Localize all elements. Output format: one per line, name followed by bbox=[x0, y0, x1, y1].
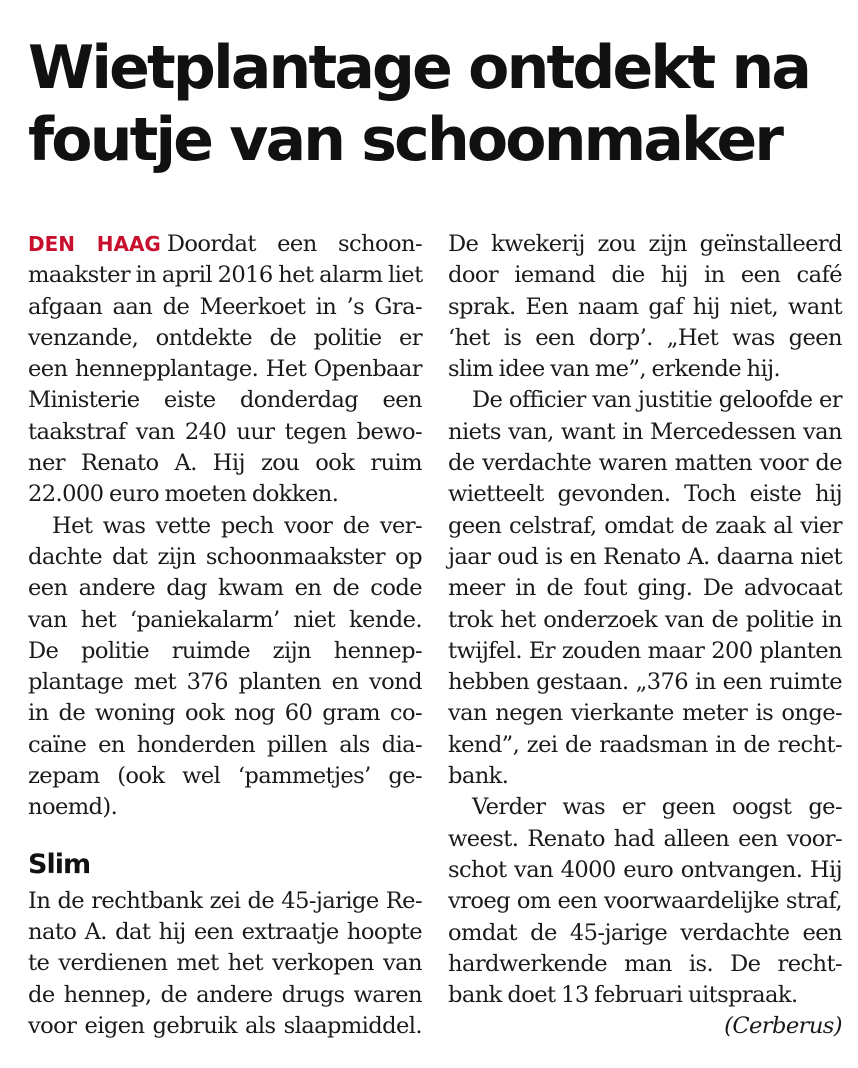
article-column-left bbox=[28, 229, 422, 1042]
text-line: jaar oud is en Renato A. daarna niet bbox=[448, 543, 842, 570]
text-line: dachte dat zijn schoonmaakster op bbox=[28, 543, 422, 570]
paragraph-4 bbox=[448, 229, 842, 385]
text-line: weest. Renato had alleen een voor- bbox=[448, 825, 842, 852]
text-line: een andere dag kwam en de code bbox=[28, 575, 422, 602]
text-line: voor eigen gebruik als slaapmiddel. bbox=[28, 1012, 422, 1039]
byline: (Cerberus) bbox=[724, 1013, 842, 1040]
text-line: bank. bbox=[448, 763, 509, 790]
text-line: maakster in april 2016 het alarm liet bbox=[28, 262, 423, 289]
text-line: ner Renato A. Hij zou ook ruim bbox=[28, 450, 422, 477]
paragraph-5 bbox=[448, 385, 842, 792]
text-line: DEN HAAG Doordat een schoon- bbox=[28, 231, 422, 257]
text-line: door iemand die hij in een café bbox=[448, 262, 842, 289]
text-line: vroeg om een voorwaardelijke straf, bbox=[448, 888, 842, 915]
text-line: De politie ruimde zijn hennep- bbox=[28, 637, 422, 664]
text-line: venzande, ontdekte de politie er bbox=[28, 324, 422, 351]
text-line: een hennepplantage. Het Openbaar bbox=[28, 356, 422, 383]
text-line: taakstraf van 240 uur tegen bewo- bbox=[28, 418, 422, 445]
text-line: omdat de 45-jarige verdachte een bbox=[448, 919, 842, 946]
text-line: twijfel. Er zouden maar 200 planten bbox=[448, 637, 842, 664]
text-line: De kwekerij zou zijn geïnstalleerd bbox=[448, 231, 842, 257]
text-line: slim idee van me”, erkende hij. bbox=[448, 356, 781, 383]
text-line: kend”, zei de raadsman in de recht- bbox=[448, 731, 842, 758]
text-line: niets van, want in Mercedessen van bbox=[448, 418, 842, 445]
headline bbox=[28, 32, 848, 176]
text-line: hardwerkende man is. De recht- bbox=[448, 950, 842, 977]
text-line: nato A. dat hij een extraatje hoopte bbox=[28, 918, 422, 945]
text-line: geen celstraf, omdat de zaak al vier bbox=[448, 512, 842, 539]
text-line: afgaan aan de Meerkoet in ’s Gra- bbox=[28, 293, 422, 320]
text-line: ‘het is een dorp’. „Het was geen bbox=[448, 324, 842, 351]
dateline: DEN HAAG bbox=[28, 232, 161, 256]
article-column-right bbox=[448, 229, 842, 1043]
text-line: trok het onderzoek van de politie in bbox=[448, 606, 842, 633]
text-line: schot van 4000 euro ontvangen. Hij bbox=[448, 856, 842, 883]
paragraph-6 bbox=[448, 792, 842, 1011]
text-line: In de rechtbank zei de 45-jarige Re- bbox=[28, 887, 422, 914]
text-line: te verdienen met het verkopen van bbox=[28, 950, 422, 977]
text-line: van negen vierkante meter is onge- bbox=[448, 700, 842, 727]
text-line: De officier van justitie geloofde er bbox=[472, 387, 842, 414]
text-line: zepam (ook wel ‘pammetjes’ ge- bbox=[28, 763, 422, 790]
paragraph-2 bbox=[28, 511, 422, 824]
text-line: noemd). bbox=[28, 794, 118, 821]
text-line: caïne en honderden pillen als dia- bbox=[28, 731, 422, 758]
text-line: sprak. Een naam gaf hij niet, want bbox=[448, 293, 842, 320]
text-line: van het ‘paniekalarm’ niet kende. bbox=[28, 606, 422, 633]
text-line: de verdachte waren matten voor de bbox=[448, 450, 842, 477]
text-line: hebben gestaan. „376 in een ruimte bbox=[448, 669, 842, 696]
text-line: plantage met 376 planten en vond bbox=[28, 669, 422, 696]
text-line: Het was vette pech voor de ver- bbox=[52, 512, 422, 539]
text-line: meer in de fout ging. De advocaat bbox=[448, 575, 842, 602]
text-line: Verder was er geen oogst ge- bbox=[472, 794, 842, 821]
text-line: 22.000 euro moeten dokken. bbox=[28, 481, 339, 508]
text-line: in de woning ook nog 60 gram co- bbox=[28, 700, 422, 727]
subhead: Slim bbox=[28, 848, 91, 880]
paragraph-3 bbox=[28, 886, 422, 1042]
text-line: Ministerie eiste donderdag een bbox=[28, 387, 422, 414]
paragraph-1 bbox=[28, 229, 422, 511]
text-line: de hennep, de andere drugs waren bbox=[28, 981, 422, 1008]
headline-line-1: Wietplantage ontdekt na bbox=[28, 33, 810, 103]
text-line: wietteelt gevonden. Toch eiste hij bbox=[448, 481, 842, 508]
text-line: bank doet 13 februari uitspraak. bbox=[448, 982, 798, 1009]
headline-line-2: foutje van schoonmaker bbox=[28, 105, 782, 175]
